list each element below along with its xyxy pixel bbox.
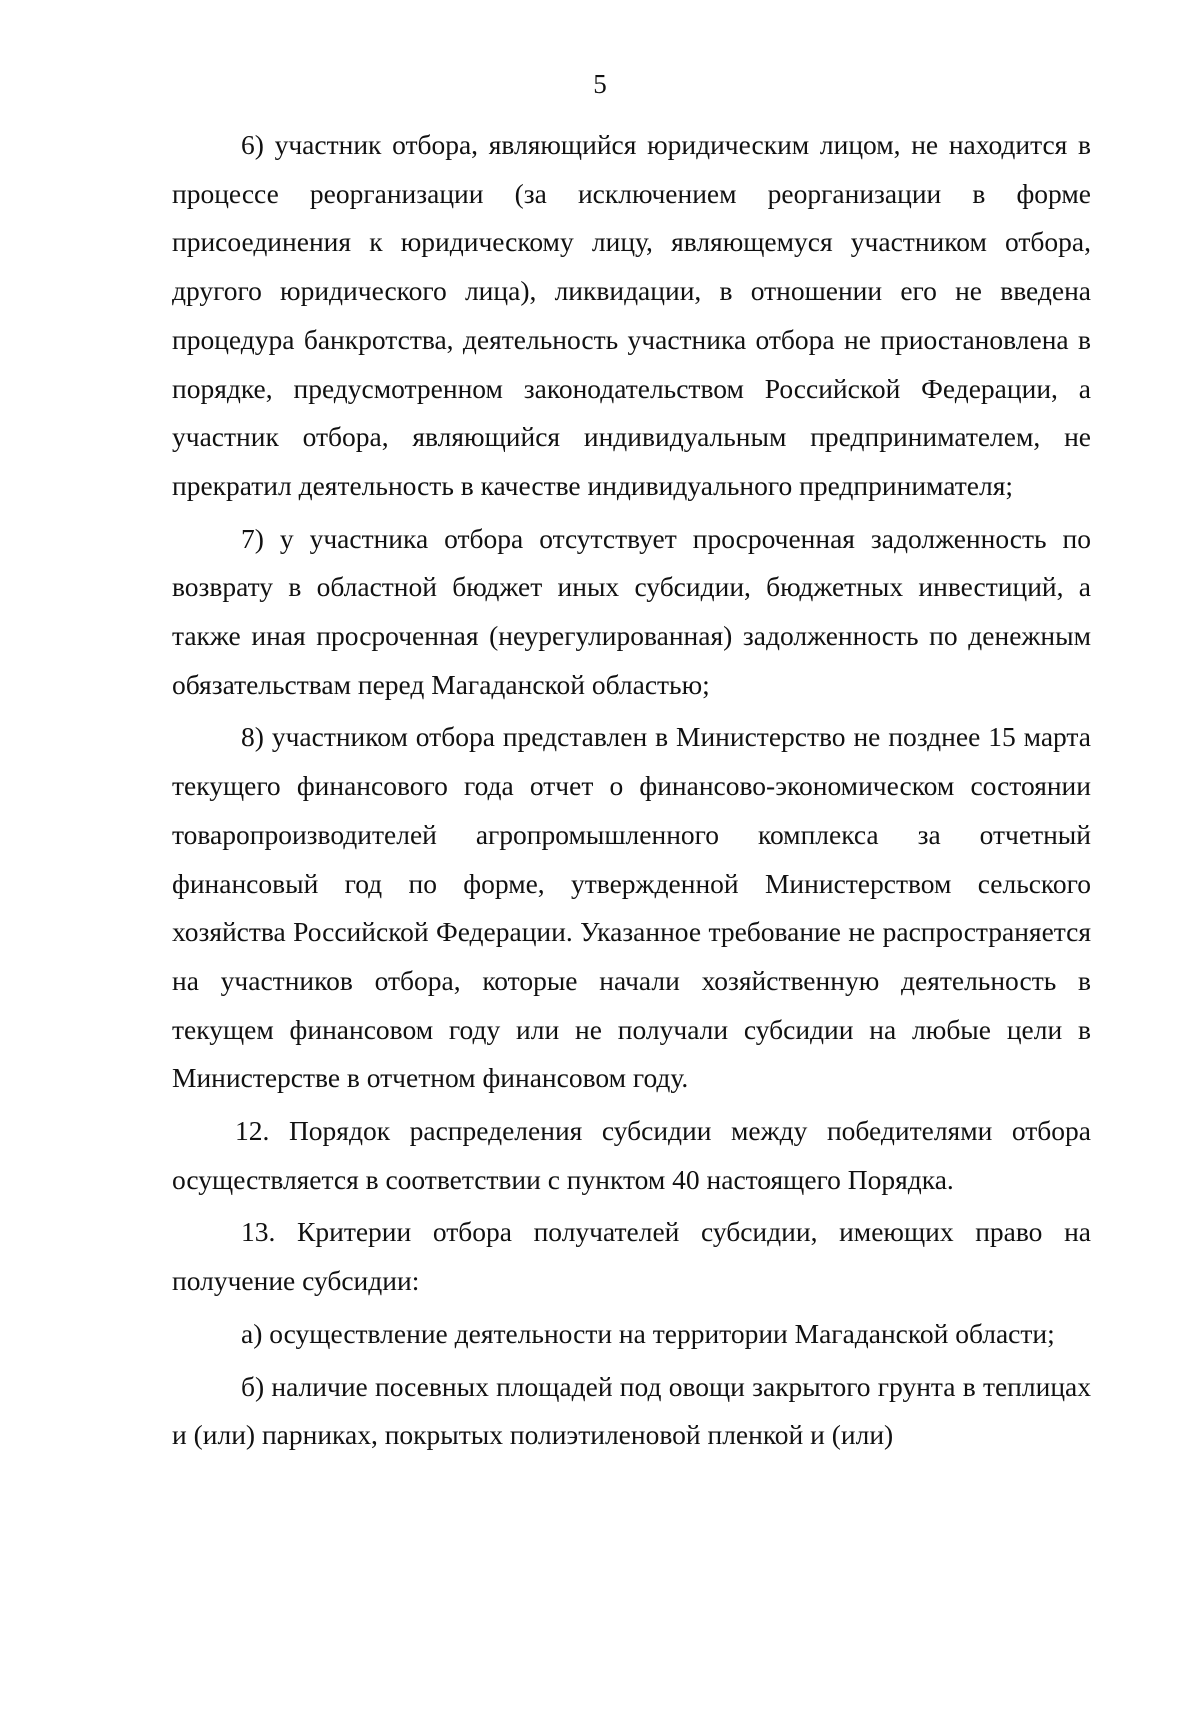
paragraph-item-7: 7) у участника отбора отсутствует просроченная задолженность по возврату в областной бюджет иных субсидии, бюджетных инвестиций, а также иная просроченная (неурегулированная) задолженность по денежным обязательствам перед Магаданской областью; [172, 522, 1091, 700]
document-body [172, 121, 1091, 1460]
paragraph-clause-12: 12. Порядок распределения субсидии между победителями отбора осуществляется в соответствии с пунктом 40 настоящего Порядка. [172, 1115, 1091, 1195]
paragraph-item-8: 8) участником отбора представлен в Министерство не позднее 15 марта текущего финансового года отчет о финансово-экономическом состоянии товаропроизводителей агропромышленного комплекса за отчетный финансовый год по форме, утвержденной Министерством сельского хозяйства Российской Федерации. Указанное требование не распространяется на участников отбора, которые начали хозяйственную деятельность в текущем финансовом году или не получали субсидии на любые цели в Министерстве в отчетном финансовом году. [172, 721, 1091, 1094]
page-number: 5 [593, 69, 607, 99]
paragraph-criterion-b: б) наличие посевных площадей под овощи закрытого грунта в теплицах и (или) парниках, покрытых полиэтиленовой пленкой и (или) [172, 1370, 1091, 1451]
paragraph-clause-13: 13. Критерии отбора получателей субсидии, имеющих право на получение субсидии: [172, 1216, 1091, 1297]
paragraph-criterion-a: а) осуществление деятельности на территории Магаданской области; [241, 1317, 1055, 1349]
paragraph-item-6: 6) участник отбора, являющийся юридическим лицом, не находится в процессе реорганизации (за исключением реорганизации в форме присоединения к юридическому лицу, являющемуся участником отбора, другого юридического лица), ликвидации, в отношении его не введена процедура банкротства, деятельность участника отбора не приостановлена в порядке, предусмотренном законодательством Российской Федерации, а участник отбора, являющийся индивидуальным предпринимателем, не прекратил деятельность в качестве индивидуального предпринимателя; [172, 129, 1091, 501]
